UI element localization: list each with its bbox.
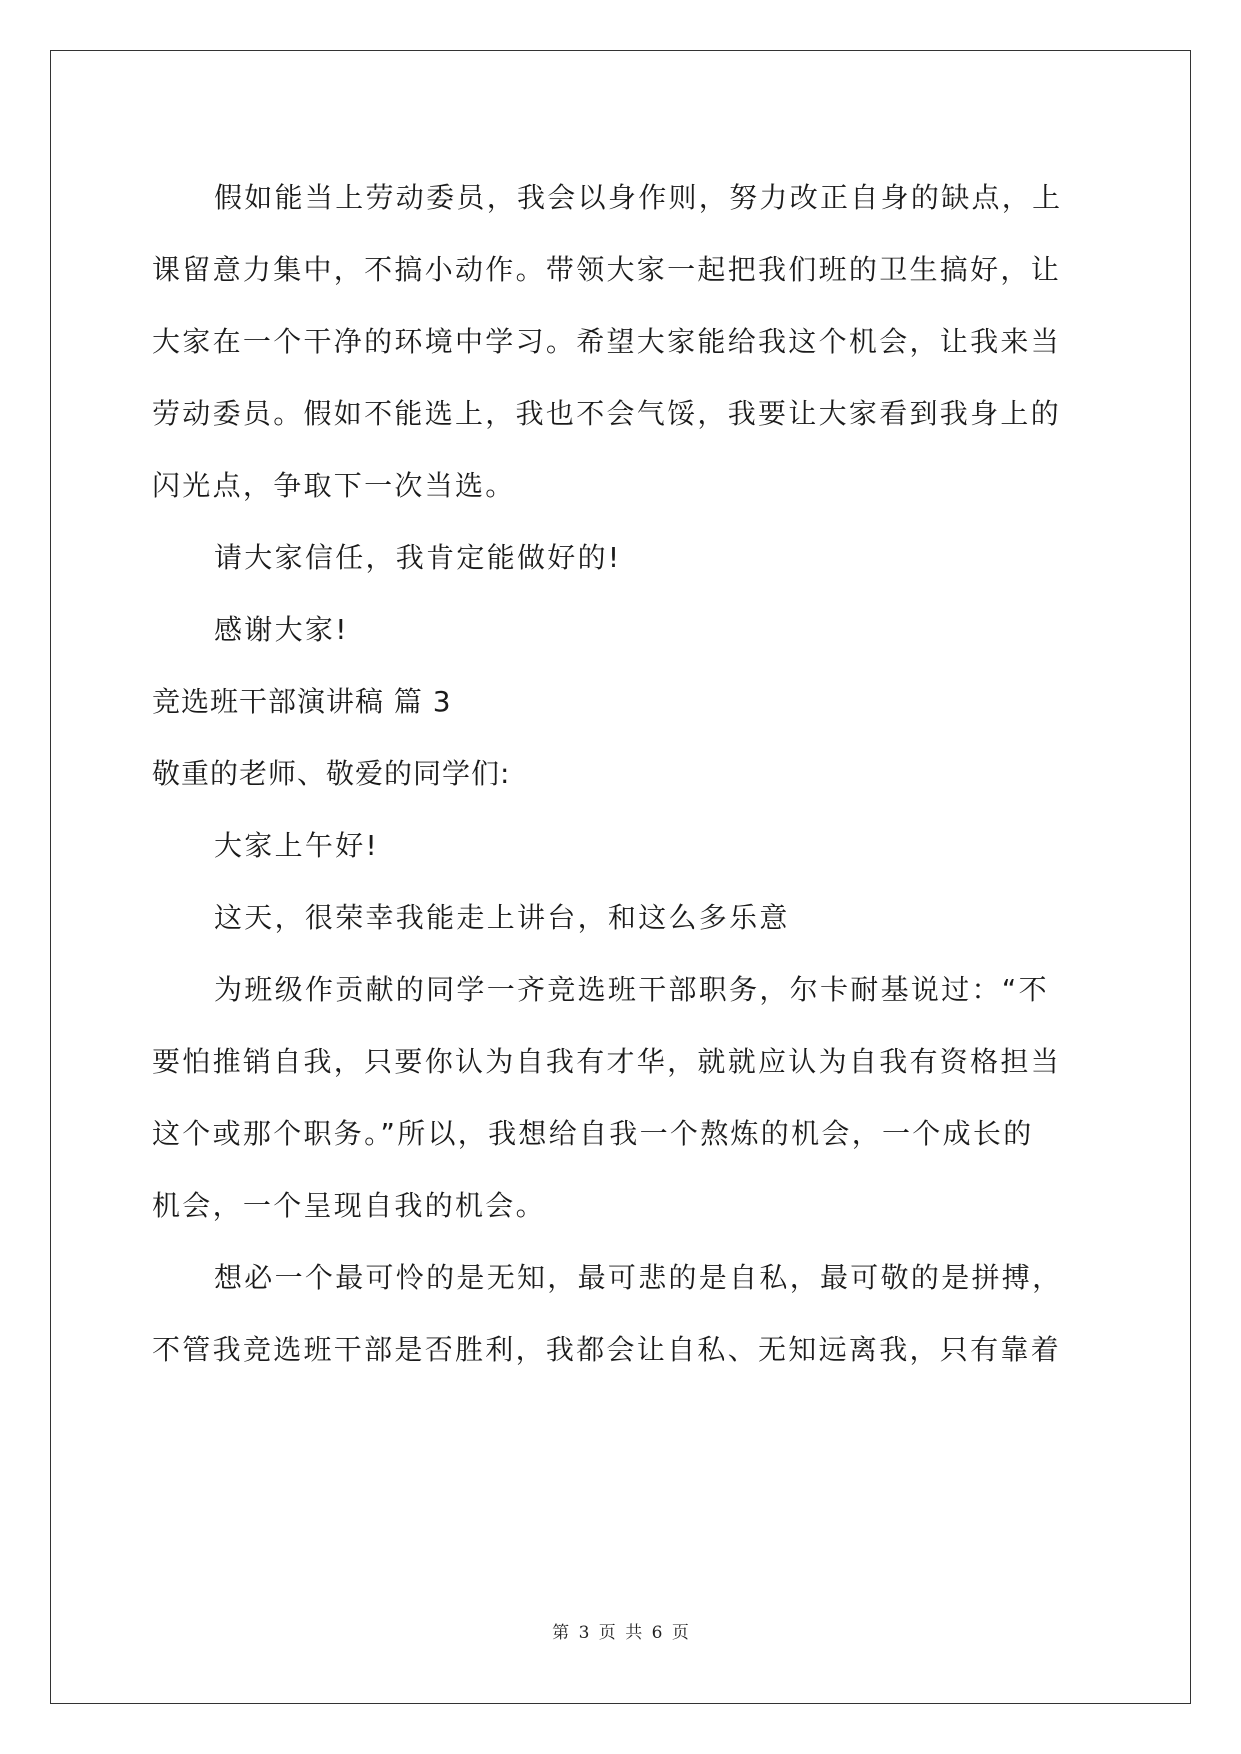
text-line: 要怕推销自我，只要你认为自我有才华，就就应认为自我有资格担当	[152, 1045, 1062, 1078]
document-body	[152, 162, 1082, 1386]
text-line: 想必一个最可怜的是无知，最可悲的是自私，最可敬的是拼搏，	[214, 1261, 1063, 1294]
text-line: 请大家信任，我肯定能做好的!	[214, 541, 622, 574]
greeting: 大家上午好!	[214, 829, 380, 862]
text-line: 为班级作贡献的同学一齐竞选班干部职务，尔卡耐基说过：“不	[214, 973, 1049, 1006]
text-line: 劳动委员。假如不能选上，我也不会气馁，我要让大家看到我身上的	[152, 397, 1062, 430]
text-line: 这个或那个职务。”所以，我想给自我一个熬炼的机会，一个成长的	[152, 1117, 1034, 1150]
text-line: 闪光点，争取下一次当选。	[152, 469, 516, 502]
text-line: 感谢大家!	[214, 613, 349, 646]
section-heading: 竞选班干部演讲稿 篇 3	[152, 685, 452, 718]
text-line: 不管我竞选班干部是否胜利，我都会让自私、无知远离我，只有靠着	[152, 1333, 1062, 1366]
text-line: 这天，很荣幸我能走上讲台，和这么多乐意	[214, 901, 790, 934]
text-line: 假如能当上劳动委员，我会以身作则，努力改正自身的缺点，上	[214, 181, 1063, 214]
text-line: 大家在一个干净的环境中学习。希望大家能给我这个机会，让我来当	[152, 325, 1062, 358]
page-number-footer: 第 3 页 共 6 页	[552, 1623, 689, 1643]
text-line: 课留意力集中，不搞小动作。带领大家一起把我们班的卫生搞好，让	[152, 253, 1062, 286]
text-line: 机会，一个呈现自我的机会。	[152, 1189, 546, 1222]
salutation: 敬重的老师、敬爱的同学们:	[152, 757, 511, 790]
